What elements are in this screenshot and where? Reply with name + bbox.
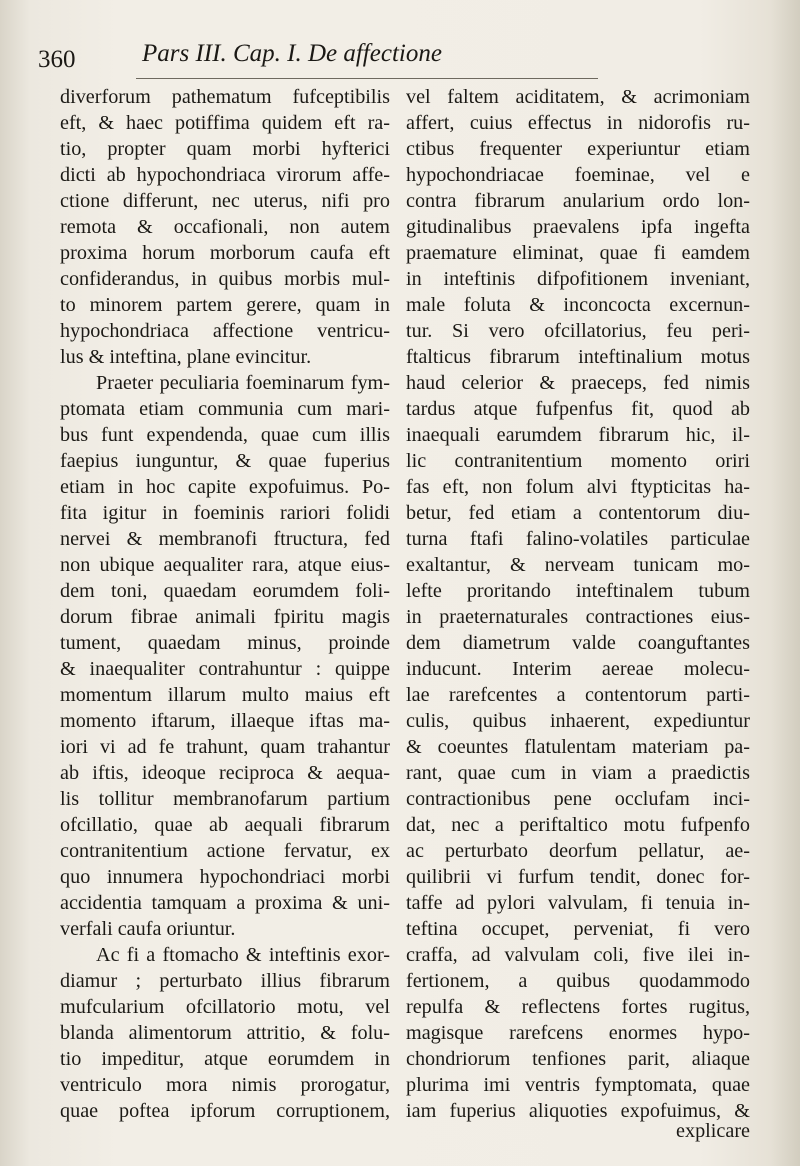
text-line: praemature eliminat, quae fi eamdem bbox=[406, 242, 750, 264]
text-line: iori vi ad fe trahunt, quam trahantur bbox=[60, 736, 390, 758]
text-line: & inaequaliter contrahuntur : quippe bbox=[60, 658, 390, 680]
header-rule bbox=[136, 78, 598, 79]
text-line: tur. Si vero ofcillatorius, feu peri- bbox=[406, 320, 750, 342]
text-line: quo innumera hypochondriaci morbi bbox=[60, 866, 390, 888]
text-line: diamur ; perturbato illius fibrarum bbox=[60, 970, 390, 992]
text-line: bus funt expendenda, quae cum illis bbox=[60, 424, 390, 446]
text-line: tio impeditur, atque eorumdem in bbox=[60, 1048, 390, 1070]
text-line: diverforum pathematum fufceptibilis bbox=[60, 86, 390, 108]
text-line: ptomata etiam communia cum mari- bbox=[60, 398, 390, 420]
text-line: accidentia tamquam a proxima & uni- bbox=[60, 892, 390, 914]
text-line: momento iftarum, illaeque iftas ma- bbox=[60, 710, 390, 732]
text-line: plurima imi ventris fymptomata, quae bbox=[406, 1074, 750, 1096]
text-line: in praeternaturales contractiones eius- bbox=[406, 606, 750, 628]
text-line: dorum fibrae animali fpiritu magis bbox=[60, 606, 390, 628]
text-line: culis, quibus inhaerent, expediuntur bbox=[406, 710, 750, 732]
left-text-column bbox=[60, 84, 390, 1124]
text-line: proxima horum morborum caufa eft bbox=[60, 242, 390, 264]
text-line: dat, nec a periftaltico motu fufpenfo bbox=[406, 814, 750, 836]
text-line: & coeuntes flatulentam materiam pa- bbox=[406, 736, 750, 758]
text-line: ctione differunt, nec uterus, nifi pro bbox=[60, 190, 390, 212]
text-line: mufcularium ofcillatorio motu, vel bbox=[60, 996, 390, 1018]
catchword: explicare bbox=[676, 1120, 750, 1142]
text-line: chondriorum tenfiones parit, aliaque bbox=[406, 1048, 750, 1070]
text-line: rant, quae cum in viam a praedictis bbox=[406, 762, 750, 784]
text-line: nervei & membranofi ftructura, fed bbox=[60, 528, 390, 550]
text-line: exaltantur, & nerveam tunicam mo- bbox=[406, 554, 750, 576]
text-line: verfali caufa oriuntur. bbox=[60, 918, 236, 940]
text-line: lis tollitur membranofarum partium bbox=[60, 788, 390, 810]
text-line: momentum illarum multo maius eft bbox=[60, 684, 390, 706]
text-line: faepius iunguntur, & quae fuperius bbox=[60, 450, 390, 472]
running-title: Pars III. Cap. I. De affectione bbox=[142, 40, 442, 67]
text-line: ventriculo mora nimis prorogatur, bbox=[60, 1074, 390, 1096]
text-line: tument, quaedam minus, proinde bbox=[60, 632, 390, 654]
text-line: magisque rarefcens enormes hypo- bbox=[406, 1022, 750, 1044]
text-line: tardus atque fufpenfus fit, quod ab bbox=[406, 398, 750, 420]
text-line: ab iftis, ideoque reciproca & aequa- bbox=[60, 762, 390, 784]
text-line: betur, fed etiam a contentorum diu- bbox=[406, 502, 750, 524]
text-line: ac perturbato deorfum pellatur, ae- bbox=[406, 840, 750, 862]
text-line: contranitentium actione fervatur, ex bbox=[60, 840, 390, 862]
text-line: ftalticus fibrarum inteftinalium motus bbox=[406, 346, 750, 368]
page-number: 360 bbox=[38, 46, 76, 73]
text-line: non ubique aequaliter rara, atque eius- bbox=[60, 554, 390, 576]
text-line: repulfa & reflectens fortes rugitus, bbox=[406, 996, 750, 1018]
text-line: dem toni, quaedam eorumdem foli- bbox=[60, 580, 390, 602]
page-header bbox=[38, 40, 598, 80]
text-line: ofcillatio, quae ab aequali fibrarum bbox=[60, 814, 390, 836]
text-line: to minorem partem gerere, quam in bbox=[60, 294, 390, 316]
text-line: in inteftinis difpofitionem inveniant, bbox=[406, 268, 750, 290]
text-line: craffa, ad valvulam coli, five ilei in- bbox=[406, 944, 750, 966]
text-line: male foluta & inconcocta excernun- bbox=[406, 294, 750, 316]
text-line: turna ftafi falino-volatiles particulae bbox=[406, 528, 750, 550]
text-line: fas eft, non folum alvi ftypticitas ha- bbox=[406, 476, 750, 498]
text-line: etiam in hoc capite expofuimus. Po- bbox=[60, 476, 390, 498]
text-line: remota & occafionali, non autem bbox=[60, 216, 390, 238]
text-line: teftina occupet, perveniat, fi vero bbox=[406, 918, 750, 940]
text-line: quilibrii vi furfum tendit, donec for- bbox=[406, 866, 750, 888]
text-line: haud celerior & praeceps, fed nimis bbox=[406, 372, 750, 394]
text-line: blanda alimentorum attritio, & folu- bbox=[60, 1022, 390, 1044]
text-line: iam fuperius aliquoties expofuimus, & bbox=[406, 1100, 750, 1122]
text-line: fita igitur in foeminis rariori folidi bbox=[60, 502, 390, 524]
right-text-column bbox=[406, 84, 750, 1124]
text-line: quae poftea ipforum corruptionem, bbox=[60, 1100, 390, 1122]
text-line: contractionibus pene occlufam inci- bbox=[406, 788, 750, 810]
text-line: inaequali earumdem fibrarum hic, il- bbox=[406, 424, 750, 446]
text-line: hypochondriaca affectione ventricu- bbox=[60, 320, 390, 342]
text-line: lefte proritando inteftinalem tubum bbox=[406, 580, 750, 602]
text-line: lae rarefcentes a contentorum parti- bbox=[406, 684, 750, 706]
text-line: eft, & haec potiffima quidem eft ra- bbox=[60, 112, 390, 134]
text-line: taffe ad pylori valvulam, fi tenuia in- bbox=[406, 892, 750, 914]
text-line: vel faltem aciditatem, & acrimoniam bbox=[406, 86, 750, 108]
text-line: Ac fi a ftomacho & inteftinis exor- bbox=[96, 944, 390, 966]
text-line: affert, cuius effectus in nidorofis ru- bbox=[406, 112, 750, 134]
text-line: ctibus frequenter experiuntur etiam bbox=[406, 138, 750, 160]
text-line: hypochondriacae foeminae, vel e bbox=[406, 164, 750, 186]
text-line: dem diametrum valde coanguftantes bbox=[406, 632, 750, 654]
text-line: contra fibrarum anularium ordo lon- bbox=[406, 190, 750, 212]
text-line: confiderandus, in quibus morbis mul- bbox=[60, 268, 390, 290]
text-line: inducunt. Interim aereae molecu- bbox=[406, 658, 750, 680]
text-line: gitudinalibus praevalens ipfa ingefta bbox=[406, 216, 750, 238]
text-line: dicti ab hypochondriaca virorum affe- bbox=[60, 164, 390, 186]
text-line: lus & inteftina, plane evincitur. bbox=[60, 346, 312, 368]
text-line: tio, propter quam morbi hyfterici bbox=[60, 138, 390, 160]
text-line: lic contranitentium momento oriri bbox=[406, 450, 750, 472]
text-line: Praeter peculiaria foeminarum fym- bbox=[96, 372, 390, 394]
text-line: fertionem, a quibus quodammodo bbox=[406, 970, 750, 992]
